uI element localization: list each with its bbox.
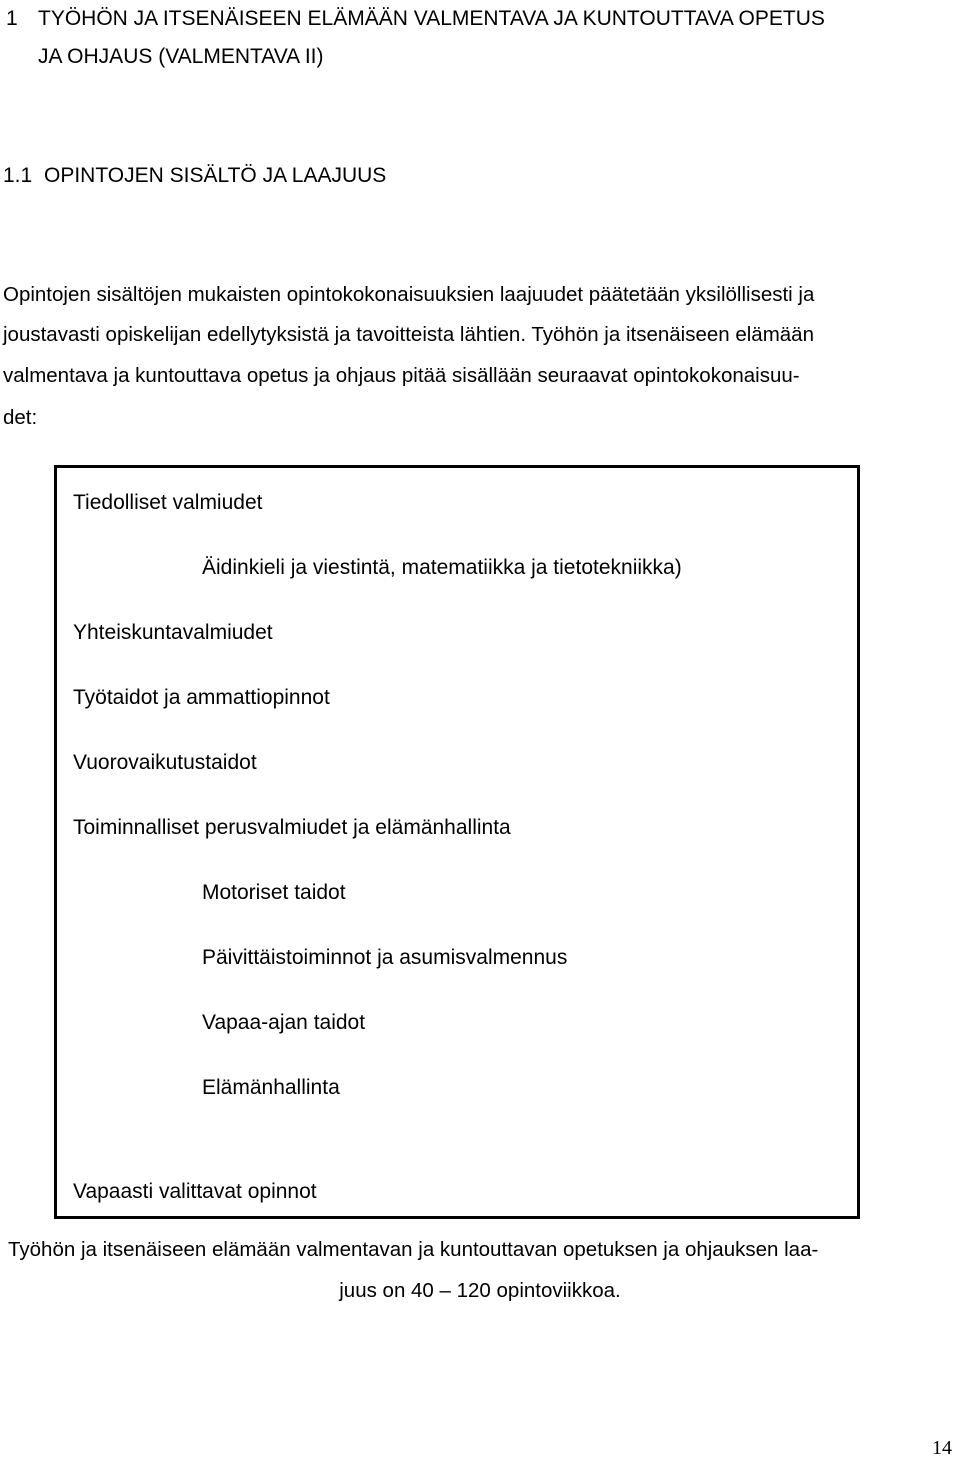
study-unit-subitem: Vapaa-ajan taidot xyxy=(202,1011,366,1034)
subheading-number: 1.1 xyxy=(3,164,33,187)
study-unit-subitem: Äidinkieli ja viestintä, matematiikka ja tietotekniikka) xyxy=(202,556,682,579)
subheading-title: OPINTOJEN SISÄLTÖ JA LAAJUUS xyxy=(44,164,387,187)
heading-line-1: TYÖHÖN JA ITSENÄISEEN ELÄMÄÄN VALMENTAVA JA KUNTOUTTAVA OPETUS xyxy=(38,7,825,30)
page-number: 14 xyxy=(932,1437,952,1459)
scope-line-1: Työhön ja itsenäiseen elämään valmentavan ja kuntouttavan opetuksen ja ohjauksen laa- xyxy=(8,1238,819,1261)
study-unit: Työtaidot ja ammattiopinnot xyxy=(73,686,330,709)
study-unit: Vuorovaikutustaidot xyxy=(73,751,257,774)
study-unit: Yhteiskuntavalmiudet xyxy=(73,621,273,644)
study-unit: Vapaasti valittavat opinnot xyxy=(73,1180,317,1203)
study-unit-subitem: Motoriset taidot xyxy=(202,881,346,904)
study-unit-subitem: Elämänhallinta xyxy=(202,1076,340,1099)
intro-line-1: Opintojen sisältöjen mukaisten opintokokonaisuuksien laajuudet päätetään yksilöllisesti ja xyxy=(3,283,815,306)
scope-line-2: juus on 40 – 120 opintoviikkoa. xyxy=(339,1279,621,1302)
intro-line-3: valmentava ja kuntouttava opetus ja ohjaus pitää sisällään seuraavat opintokokonaisuu- xyxy=(3,364,800,387)
study-unit-subitem: Päivittäistoiminnot ja asumisvalmennus xyxy=(202,946,568,969)
heading-line-2: JA OHJAUS (VALMENTAVA II) xyxy=(38,45,324,68)
intro-line-4: det: xyxy=(3,406,38,429)
heading-number: 1 xyxy=(6,7,18,30)
study-unit: Toiminnalliset perusvalmiudet ja elämänhallinta xyxy=(73,816,511,839)
study-unit: Tiedolliset valmiudet xyxy=(73,491,263,514)
intro-line-2: joustavasti opiskelijan edellytyksistä ja tavoitteista lähtien. Työhön ja itsenäiseen elämään xyxy=(3,323,814,346)
study-units-box xyxy=(54,465,860,1219)
